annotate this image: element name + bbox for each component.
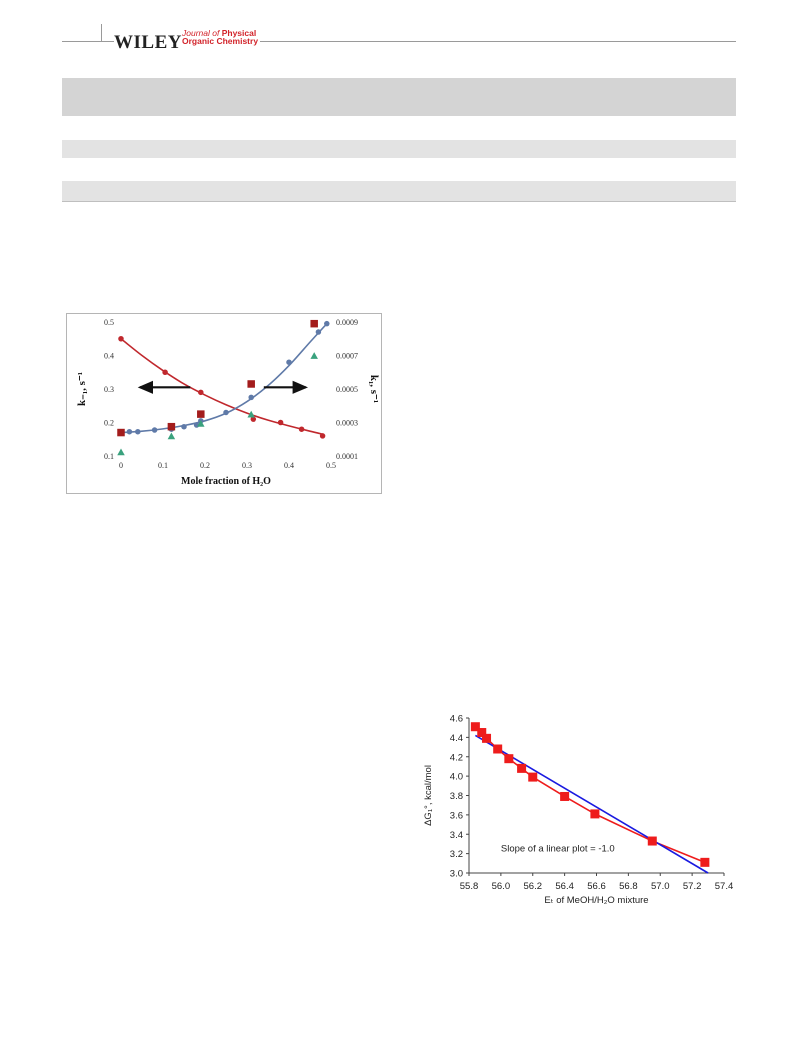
data-point-triangle [310, 352, 318, 359]
x-tick-label: 0.4 [284, 461, 294, 470]
slope-annotation: Slope of a linear plot = -1.0 [500, 843, 615, 855]
y-tick-label: 4.6 [449, 713, 463, 725]
journal-logo [182, 29, 260, 45]
y-tick-label: 3.6 [449, 810, 463, 822]
data-point-triangle [168, 433, 176, 440]
x-tick-label: 56.0 [491, 881, 511, 892]
figure-rate-constants [66, 313, 382, 494]
journal-line2: Organic Chemistry [182, 36, 259, 46]
data-point-square [197, 410, 205, 418]
wiley-logo: WILEY [114, 32, 182, 53]
data-point-square [700, 858, 709, 867]
data-point-circle [316, 329, 322, 335]
data-point-circle [127, 429, 132, 435]
y-tick-label: 3.8 [449, 791, 463, 802]
data-point-circle [118, 336, 124, 342]
x-tick-label: 0.2 [200, 461, 210, 470]
data-point-circle [162, 370, 168, 376]
x-tick-label: 57.0 [651, 881, 670, 892]
data-point-circle [152, 427, 158, 433]
figure-free-energy [415, 709, 740, 929]
header-tick [101, 24, 102, 42]
y-right-tick-label: 0.0001 [336, 452, 358, 461]
y-tick-label: 4.0 [449, 771, 463, 783]
y-right-tick-label: 0.0007 [336, 351, 358, 361]
journal-prefix: Journal of [182, 28, 220, 38]
data-point-square [560, 792, 569, 801]
data-point-square [528, 773, 537, 782]
y-right-tick-label: 0.0003 [336, 418, 358, 428]
x-tick-label: 0.1 [158, 461, 168, 470]
data-point-square [168, 423, 176, 431]
data-point-circle [223, 410, 229, 416]
chart-rate-constants [67, 314, 381, 493]
data-point-triangle [117, 448, 125, 455]
data-point-square [648, 837, 657, 846]
data-point-circle [324, 321, 330, 327]
y-tick-label: 3.2 [449, 849, 463, 861]
x-tick-label: 56.2 [523, 881, 542, 892]
page-header [62, 24, 736, 53]
affiliation-block [62, 181, 736, 201]
y-left-tick-label: 0.1 [104, 452, 114, 461]
data-point-square [310, 320, 318, 328]
y-tick-label: 3.4 [449, 829, 463, 841]
y-left-axis-label: k₋₁, s⁻¹ [76, 371, 88, 407]
x-tick-label: 57.4 [714, 881, 734, 892]
y-tick-label: 4.4 [449, 732, 463, 744]
y-left-tick-label: 0.2 [104, 418, 114, 428]
data-point-square [482, 734, 491, 743]
x-tick-label: 56.4 [555, 881, 574, 892]
y-axis-label: ΔG₁°, kcal/mol [423, 765, 434, 826]
title-block [62, 78, 736, 116]
data-point-circle [198, 390, 204, 396]
y-right-tick-label: 0.0005 [336, 385, 358, 394]
divider [62, 201, 736, 202]
data-point-circle [248, 395, 254, 401]
x-tick-label: 56.6 [587, 881, 606, 892]
y-tick-label: 4.2 [449, 752, 463, 764]
data-point-square [590, 809, 599, 818]
chart-free-energy [415, 709, 740, 929]
x-tick-label: 0.3 [242, 461, 252, 470]
y-left-tick-label: 0.5 [104, 318, 114, 327]
x-tick-label: 55.8 [459, 881, 479, 892]
x-tick-label: 0.5 [326, 461, 336, 470]
y-left-tick-label: 0.4 [104, 351, 114, 361]
data-point-circle [320, 433, 326, 439]
x-tick-label: 57.2 [682, 881, 702, 892]
data-point-circle [135, 429, 141, 435]
data-point-square [504, 754, 513, 763]
data-point-square [247, 380, 255, 388]
y-right-axis-label: k₁, s⁻¹ [368, 374, 380, 404]
data-point-circle [278, 420, 284, 426]
x-tick-label: 0 [119, 461, 123, 470]
x-axis-label: Eₜ of MeOH/H₂O mixture [544, 895, 649, 906]
author-block [62, 140, 736, 158]
data-point-circle [299, 426, 305, 432]
y-right-tick-label: 0.0009 [336, 318, 358, 327]
data-point-circle [181, 424, 187, 430]
data-point-circle [286, 359, 292, 365]
data-connect-line [475, 727, 705, 863]
x-axis-label: Mole fraction of H₂O [181, 476, 271, 487]
fit-curve-right [121, 324, 327, 433]
y-tick-label: 3.0 [449, 868, 463, 880]
data-point-square [117, 429, 125, 437]
data-point-square [493, 745, 502, 754]
x-tick-label: 56.8 [619, 881, 638, 892]
journal-line1: Physical [221, 28, 257, 38]
y-left-tick-label: 0.3 [104, 385, 114, 394]
data-point-square [517, 764, 526, 773]
